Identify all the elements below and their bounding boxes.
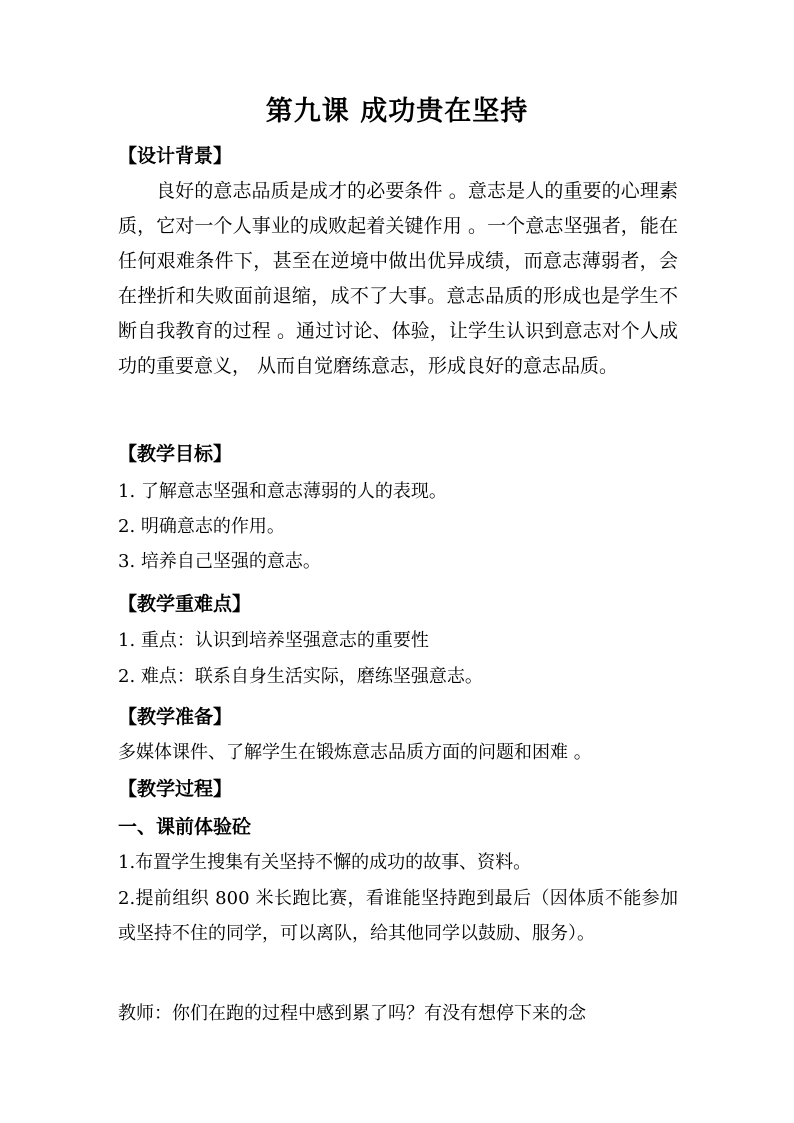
preparation-text: 多媒体课件、了解学生在锻炼意志品质方面的问题和困难 。 [118,742,592,763]
key-point-2: 2. 难点：联系自身生活实际，磨练坚强意志。 [118,666,483,687]
goal-item-3: 3. 培养自己坚强的意志。 [118,551,321,572]
background-paragraph: 良好的意志品质是成才的必要条件 。意志是人的重要的心理素质，它对一个人事业的成败起着关键作用 。一个意志坚强者，能在任何艰难条件下，甚至在逆境中做出优异成绩，而意志薄弱者，会在挫折和失败面前退缩，成不了大事。意志品质的形成也是学生不断自我教育的过程 。通过讨论、体验，让学生认识到意志对个人成功的重要意义， 从而自觉磨练意志，形成良好的意志品质。 [118,180,678,377]
heading-key-points: 【教学重难点】 [118,593,252,615]
heading-preparation: 【教学准备】 [118,706,233,728]
teacher-question: 教师：你们在跑的过程中感到累了吗？有没有想停下来的念 [118,1003,586,1024]
subheading-pre-class-experience: 一、课前体验砼 [118,816,252,838]
heading-design-background: 【设计背景】 [118,145,233,167]
goal-item-2: 2. 明确意志的作用。 [118,516,285,537]
goal-item-1: 1. 了解意志坚强和意志薄弱的人的表现。 [118,481,447,502]
key-point-1: 1. 重点：认识到培养坚强意志的重要性 [118,630,429,651]
lesson-title: 第九课 成功贵在坚持 [265,96,529,127]
heading-teaching-process: 【教学过程】 [118,778,233,800]
process-item-2: 2.提前组织 800 米长跑比赛，看谁能坚持跑到最后（因体质不能参加或坚持不住的同学，可以离队，给其他同学以鼓励、服务）。 [118,888,678,944]
process-item-1: 1.布置学生搜集有关坚持不懈的成功的故事、资料。 [118,852,532,873]
heading-teaching-goals: 【教学目标】 [118,443,233,465]
